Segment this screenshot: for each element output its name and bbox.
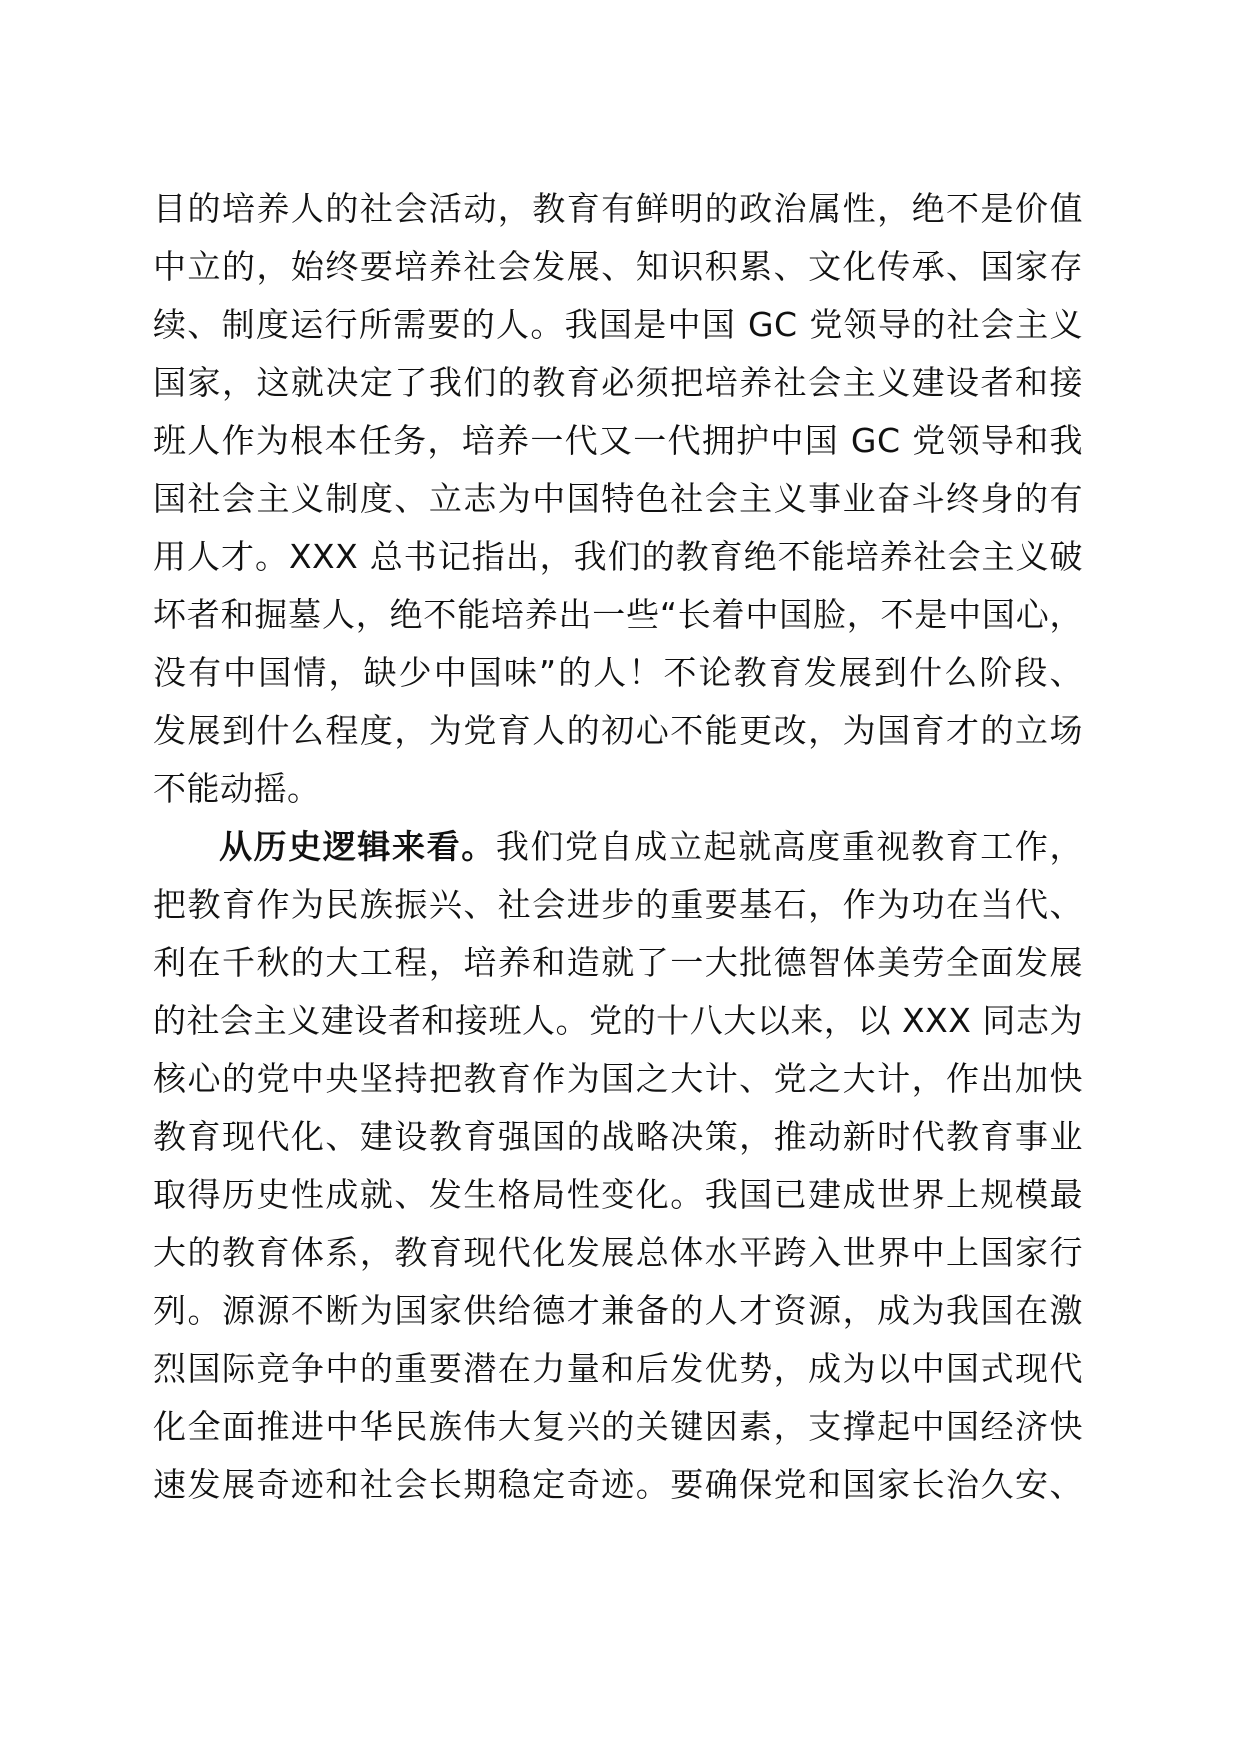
text-line: 教育现代化、建设教育强国的战略决策，推动新时代教育事业 bbox=[153, 1117, 1083, 1156]
text-line: 中立的，始终要培养社会发展、知识积累、文化传承、国家存 bbox=[153, 247, 1083, 286]
text-line: 取得历史性成就、发生格局性变化。我国已建成世界上规模最 bbox=[153, 1175, 1083, 1214]
text-line: 用人才。XXX 总书记指出，我们的教育绝不能培养社会主义破 bbox=[153, 537, 1083, 576]
text-line: 国家，这就决定了我们的教育必须把培养社会主义建设者和接 bbox=[153, 363, 1083, 402]
text-line bbox=[153, 818, 1083, 876]
document-body bbox=[153, 180, 1083, 1514]
paragraph-1 bbox=[153, 180, 1083, 818]
text-line: 列。源源不断为国家供给德才兼备的人才资源，成为我国在激 bbox=[153, 1291, 1083, 1330]
paragraph-2 bbox=[153, 818, 1083, 1514]
text-line: 班人作为根本任务，培养一代又一代拥护中国 GC 党领导和我 bbox=[153, 421, 1083, 460]
text-line: 化全面推进中华民族伟大复兴的关键因素，支撑起中国经济快 bbox=[153, 1407, 1083, 1446]
text-line: 把教育作为民族振兴、社会进步的重要基石，作为功在当代、 bbox=[153, 885, 1083, 924]
text-line: 不能动摇。 bbox=[153, 769, 321, 808]
paragraph-heading: 从历史逻辑来看。 bbox=[219, 827, 496, 866]
text-line: 坏者和掘墓人，绝不能培养出一些“长着中国脸，不是中国心， bbox=[153, 595, 1083, 634]
paragraph-text: 我们党自成立起就高度重视教育工作， bbox=[495, 827, 1084, 866]
text-line: 的社会主义建设者和接班人。党的十八大以来，以 XXX 同志为 bbox=[153, 1001, 1083, 1040]
text-line: 续、制度运行所需要的人。我国是中国 GC 党领导的社会主义 bbox=[153, 305, 1083, 344]
text-line: 核心的党中央坚持把教育作为国之大计、党之大计，作出加快 bbox=[153, 1059, 1083, 1098]
text-line: 利在千秋的大工程，培养和造就了一大批德智体美劳全面发展 bbox=[153, 943, 1083, 982]
text-line: 速发展奇迹和社会长期稳定奇迹。要确保党和国家长治久安、 bbox=[153, 1465, 1083, 1504]
text-line: 发展到什么程度，为党育人的初心不能更改，为国育才的立场 bbox=[153, 711, 1083, 750]
text-line: 大的教育体系，教育现代化发展总体水平跨入世界中上国家行 bbox=[153, 1233, 1083, 1272]
text-line: 烈国际竞争中的重要潜在力量和后发优势，成为以中国式现代 bbox=[153, 1349, 1083, 1388]
text-line: 国社会主义制度、立志为中国特色社会主义事业奋斗终身的有 bbox=[153, 479, 1083, 518]
text-line: 没有中国情，缺少中国味”的人！不论教育发展到什么阶段、 bbox=[153, 653, 1083, 692]
text-line: 目的培养人的社会活动，教育有鲜明的政治属性，绝不是价值 bbox=[153, 189, 1083, 228]
